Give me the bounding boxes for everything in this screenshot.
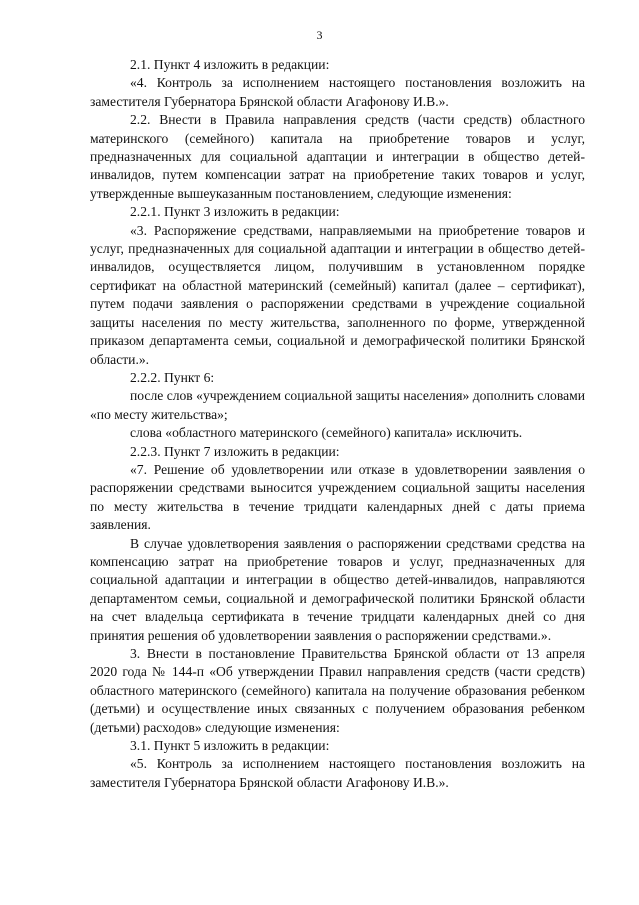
paragraph-2-2-2-addition: после слов «учреждением социальной защиты населения» дополнить словами «по месту жительства»; bbox=[90, 388, 585, 422]
paragraph-item-4-text: «4. Контроль за исполнением настоящего постановления возложить на заместителя Губернатора Брянской области Агафонову И.В.». bbox=[90, 75, 585, 109]
document-body bbox=[90, 56, 585, 792]
paragraph-2-2-2-exclusion: слова «областного материнского (семейного) капитала» исключить. bbox=[130, 425, 523, 441]
paragraph-2-1-heading: 2.1. Пункт 4 изложить в редакции: bbox=[130, 57, 330, 72]
paragraph-2-2-2-heading: 2.2.2. Пункт 6: bbox=[130, 369, 215, 385]
paragraph-3: 3. Внести в постановление Правительства Брянской области от 13 апреля 2020 года № 144-п «Об утверждении Правил направления средств (части средств) областного материнского (семейного) капитала на получение образования ребенком (детьми) и осуществление иных связанных с получением образования ребенком (детьми) расходов» следующие изменения: bbox=[90, 646, 585, 735]
paragraph-2-2-3-heading: 2.2.3. Пункт 7 изложить в редакции: bbox=[130, 443, 340, 459]
paragraph-3-1-heading: 3.1. Пункт 5 изложить в редакции: bbox=[130, 738, 330, 754]
page-number: 3 bbox=[316, 28, 323, 42]
paragraph-item-7-continuation: В случае удовлетворения заявления о распоряжении средствами средства на компенсацию затрат на приобретение товаров и услуг, предназначенных для социальной адаптации и интеграции в общество детей-инвалидов, направляются департаментом семьи, социальной и демографической политики Брянской области на счет владельца сертификата в течение тридцати календарных дней со дня принятия решения об удовлетворении заявления о распоряжении средствами.». bbox=[90, 535, 585, 643]
paragraph-item-5-text: «5. Контроль за исполнением настоящего постановления возложить на заместителя Губернатора Брянской области Агафонову И.В.». bbox=[90, 756, 585, 790]
paragraph-item-3-text: «3. Распоряжение средствами, направляемыми на приобретение товаров и услуг, предназначенных для социальной адаптации и интеграции в общество детей-инвалидов, осуществляется лицом, получившим в установленном порядке сертификат на областной материнский (семейный) капитал (далее – сертификат), путем подачи заявления о распоряжении средствами в учреждение социальной защиты населения по месту жительства, заполненного по форме, утвержденной приказом департамента семьи, социальной и демографической политики Брянской области.». bbox=[90, 222, 585, 367]
paragraph-2-2-1-heading: 2.2.1. Пункт 3 изложить в редакции: bbox=[130, 204, 340, 220]
paragraph-2-2: 2.2. Внести в Правила направления средств (части средств) областного материнского (семейного) капитала на приобретение товаров и услуг, предназначенных для социальной адаптации и интеграции в общество детей-инвалидов, путем компенсации затрат на приобретение таких товаров и услуг, утвержденные вышеуказанным постановлением, следующие изменения: bbox=[90, 112, 585, 201]
paragraph-item-7-text: «7. Решение об удовлетворении или отказе в удовлетворении заявления о распоряжении средствами выносится учреждением социальной защиты населения по месту жительства в течение тридцати календарных дней с даты приема заявления. bbox=[90, 461, 585, 533]
